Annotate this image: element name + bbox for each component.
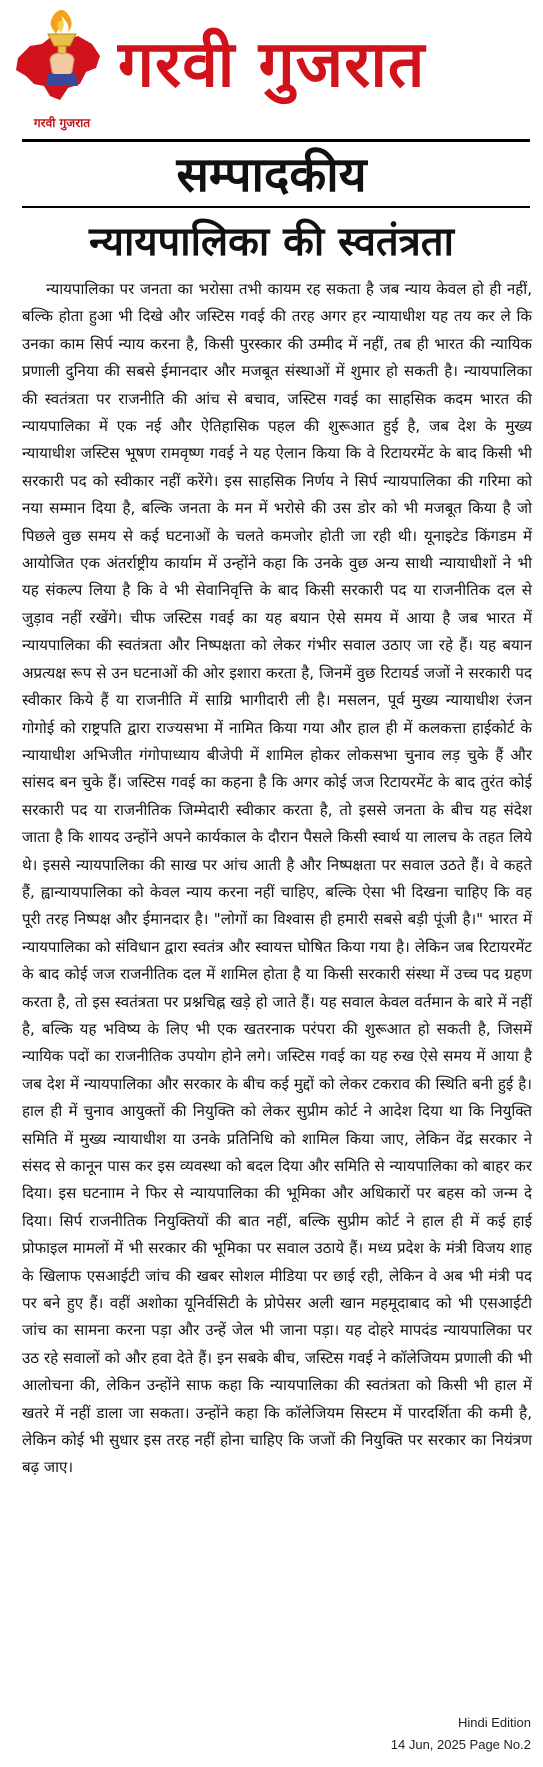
- article-headline: न्यायपालिका की स्वतंत्रता: [89, 219, 454, 265]
- torch-over-gujarat-map-icon: [8, 6, 112, 114]
- section-title: सम्पादकीय: [176, 147, 367, 203]
- newspaper-name: गरवी गुजरात: [118, 28, 426, 102]
- date-page-label: 14 Jun, 2025 Page No.2: [390, 1737, 531, 1752]
- header-rule-top: [22, 139, 530, 142]
- article-body: न्यायपालिका पर जनता का भरोसा तभी कायम रह सकता है जब न्याय केवल हो ही नहीं, बल्कि होता हुआ भी दिखे और जस्टिस गवई की तरह अगर हर न्यायाधीश यह तय कर ले कि उनका काम सिर्प न्याय करना है, किसी पुरस्कार की उम्मीद में नहीं, तब ही भारत की न्यायिक प्रणाली दुनिया की सबसे ईमानदार और मजबूत संस्थाओं में शुमार हो सकती है। न्यायपालिका की स्वतंत्रता पर राजनीति की आंच से बचाव, जस्टिस गवई का साहसिक कदम भारत की न्यायपालिका में एक नई और ऐतिहासिक पहल की शुरूआत हुई है, जब देश के मुख्य न्यायाधीश जस्टिस भूषण रामवृष्ण गवई ने यह ऐलान किया कि वे रिटायरमेंट के बाद किसी भी सरकारी पद को स्वीकार नहीं करेंगे। इस साहसिक निर्णय ने सिर्प न्यायपालिका की गरिमा को नया सम्मान दिया है, बल्कि जनता के मन में भरोसे की उस डोर को भी मजबूत किया है जो पिछले वुछ समय से कई घटनाओं के चलते कमजोर होती जा रही थी। यूनाइटेड किंगडम में आयोजित एक अंतर्राष्ट्रीय कार्याम में उन्होंने कहा कि उनके वुछ अन्य साथी न्यायाधीशों ने भी यह संकल्प लिया है कि वे भी सेवानिवृत्ति के बाद किसी सरकारी पद या राजनीतिक दल से जुड़ाव नहीं रखेंगे। चीफ जस्टिस गवई का यह बयान ऐसे समय में आया है जब भारत में न्यायपालिका की स्वतंत्रता और निष्पक्षता को लेकर गंभीर सवाल उठाए जा रहे हैं। यह बयान अप्रत्यक्ष रूप से उन घटनाओं की ओर इशारा करता है, जिनमें वुछ रिटायर्ड जजों ने सरकारी पद स्वीकार किये हैं या राजनीति में साय्रि भागीदारी ली है। मसलन, पूर्व मुख्य न्यायाधीश रंजन गोगोई को राष्ट्रपति द्वारा राज्यसभा में नामित किया गया और हाल ही में कलकत्ता हाईकोर्ट के न्यायाधीश अभिजीत गंगोपाध्याय बीजेपी में शामिल होकर लोकसभा चुनाव लड़ चुके हैं और सांसद बन चुके हैं। जस्टिस गवई का कहना है कि अगर कोई जज रिटायरमेंट के बाद तुरंत कोई सरकारी पद या राजनीतिक जिम्मेदारी स्वीकार करता है, तो इससे जनता के बीच यह संदेश जाता है कि शायद उन्होंने अपने कार्यकाल के दौरान पैसले किसी स्वार्थ या लालच के तहत लिये थे। इससे न्यायपालिका की साख पर आंच आती है और निष्पक्षता पर सवाल उठते हैं। वे कहते हैं, ह्वान्यायपालिका को केवल न्याय करना नहीं चाहिए, बल्कि ऐसा भी दिखना चाहिए कि वह पूरी तरह निष्पक्ष और ईमानदार है। "लोगों का विश्वास ही हमारी सबसे बड़ी पूंजी है।" भारत में न्यायपालिका को संविधान द्वारा स्वतंत्र और स्वायत्त घोषित किया गया है। लेकिन जब रिटायरमेंट के बाद कोई जज राजनीतिक दल में शामिल होता है या किसी सरकारी संस्था में उच्च पद ग्रहण करता है, तो इस स्वतंत्रता पर प्रश्नचिह्न खड़े हो जाते हैं। यह सवाल केवल वर्तमान के बारे में नहीं है, बल्कि यह भविष्य के लिए भी एक खतरनाक परंपरा की शुरूआत हो सकती है, जिसमें न्यायिक पदों का राजनीतिक उपयोग होने लगे। जस्टिस गवई का यह रुख ऐसे समय में आया है जब देश में न्यायपालिका और सरकार के बीच कई मुद्दों को लेकर टकराव की स्थिति बनी हुई है। हाल ही में चुनाव आयुक्तों की नियुक्ति को लेकर सुप्रीम कोर्ट ने आदेश दिया था कि नियुक्ति समिति में मुख्य न्यायाधीश या उनके प्रतिनिधि को शामिल किया जाए, लेकिन वेंद्र सरकार ने संसद से कानून पास कर इस व्यवस्था को बदल दिया और समिति से न्यायपालिका को बाहर कर दिया। इस घटनााम ने फिर से न्यायपालिका की भूमिका और अधिकारों पर बहस को जन्म दे दिया। सिर्प राजनीतिक नियुक्तियों की बात नहीं, बल्कि सुप्रीम कोर्ट ने हाल ही में कई हाई प्रोफाइल मामलों में भी सरकार की भूमिका पर सवाल उठाये हैं। मध्य प्रदेश के मंत्री विजय शाह के खिलाफ एसआईटी जांच की खबर सोशल मीडिया पर छाई रही, लेकिन वे अब भी मंत्री पद पर बने हुए हैं। वहीं अशोका यूनिर्वसिटी के प्रोपेसर अली खान महमूदाबाद को भी एसआईटी जांच का सामना करना पड़ा और उन्हें जेल भी जाना पड़ा। यह दोहरे मापदंड न्यायपालिका पर उठ रहे सवालों को और हवा देते हैं। इन सबके बीच, जस्टिस गवई ने कॉलेजियम प्रणाली की भी आलोचना की, लेकिन उन्होंने साफ कहा कि न्यायपालिका की स्वतंत्रता को किसी भी हाल में खतरे में नहीं डाला जा सकता। उन्होंने कहा कि कॉलेजियम सिस्टम में पारदर्शिता की कमी है, लेकिन कोई भी सुधार इस तरह नहीं होना चाहिए कि जजों की नियुक्ति पर सरकार का नियंत्रण बढ़ जाए।: [22, 280, 532, 1477]
- header-rule-bottom: [22, 206, 530, 208]
- newspaper-logo: [8, 6, 112, 128]
- page-footer: [391, 1712, 531, 1756]
- logo-caption: गरवी गुजरात: [33, 116, 91, 130]
- masthead: [0, 0, 543, 135]
- edition-label: Hindi Edition: [458, 1715, 531, 1730]
